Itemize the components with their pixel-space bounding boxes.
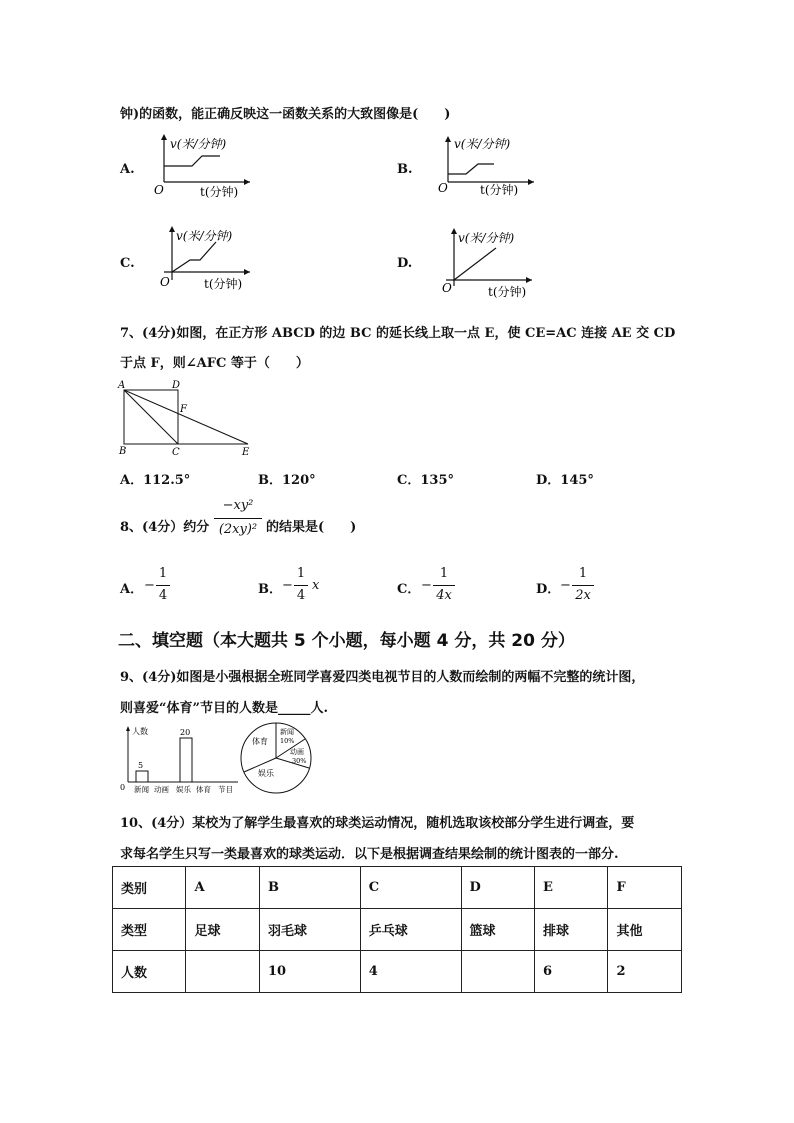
pie-label-xinwen: 新闻 bbox=[280, 728, 294, 736]
q7-option-c[interactable]: C．135° bbox=[397, 473, 454, 488]
ylabel: v(米/分钟) bbox=[454, 137, 511, 151]
q10-line2: 求每名学生只写一类最喜欢的球类运动．以下是根据调查结果绘制的统计图表的一部分. bbox=[120, 847, 619, 862]
label-d: D bbox=[172, 380, 181, 391]
q7-option-d[interactable]: D．145° bbox=[536, 473, 594, 488]
segment-ae bbox=[124, 390, 248, 444]
table-cell: E bbox=[534, 867, 607, 909]
label-f: F bbox=[180, 404, 187, 415]
q8-option-bar bbox=[156, 585, 170, 586]
q8-option-a[interactable] bbox=[120, 566, 220, 606]
q8-option-den: 4x bbox=[436, 588, 452, 603]
graph-line bbox=[448, 164, 494, 174]
q8-option-sign: − bbox=[144, 578, 155, 593]
graph-line bbox=[164, 156, 220, 166]
ylabel: 人数 bbox=[132, 727, 148, 736]
q8-option-letter: B． bbox=[258, 582, 282, 597]
table-cell: 2 bbox=[608, 951, 682, 993]
q8-option-b[interactable] bbox=[258, 566, 358, 606]
q8-option-sign: − bbox=[282, 578, 293, 593]
q8-option-tail: x bbox=[312, 578, 320, 593]
origin: O bbox=[160, 275, 170, 289]
q7-option-b[interactable]: B．120° bbox=[258, 473, 316, 488]
q7-line2: 于点 F，则∠AFC 等于（ ） bbox=[120, 356, 309, 371]
y-axis-arrow bbox=[169, 226, 175, 232]
y-axis-arrow bbox=[445, 136, 451, 142]
tick-jiemu: 节目 bbox=[218, 785, 233, 794]
table-cell: 人数 bbox=[113, 951, 186, 993]
xlabel: t(分钟) bbox=[480, 183, 519, 197]
q8-option-sign: − bbox=[421, 578, 432, 593]
q8-option-letter: C． bbox=[397, 582, 421, 597]
label-b: B bbox=[119, 446, 127, 457]
q8-option-den: 4 bbox=[296, 588, 306, 603]
tick-xinwen: 新闻 bbox=[134, 785, 149, 794]
y-axis-arrow bbox=[126, 726, 130, 731]
q7-line1: 7、(4分)如图，在正方形 ABCD 的边 BC 的延长线上取一点 E，使 CE=AC 连接 AE 交 CD bbox=[120, 326, 676, 341]
table-cell: 10 bbox=[259, 951, 360, 993]
q8-option-letter: D． bbox=[536, 582, 561, 597]
q8-option-bar bbox=[572, 585, 594, 586]
q6-option-b-letter[interactable]: B. bbox=[397, 162, 413, 177]
q9-pie-chart bbox=[236, 720, 316, 796]
q9-line1: 9、(4分)如图是小强根据全班同学喜爱四类电视节目的人数而绘制的两幅不完整的统计图， bbox=[120, 670, 645, 685]
q8-suffix: 的结果是( ) bbox=[266, 520, 357, 535]
x-axis-arrow bbox=[244, 179, 250, 185]
q7-figure bbox=[116, 378, 256, 458]
y-axis-arrow bbox=[451, 228, 457, 234]
q8-option-d[interactable] bbox=[536, 566, 636, 606]
q8-option-num: 1 bbox=[158, 566, 168, 581]
q6-stem-tail: 钟)的函数，能正确反映这一函数关系的大致图像是( ) bbox=[120, 107, 451, 122]
bar-value-xinwen: 5 bbox=[138, 761, 144, 770]
section2-title: 二、填空题（本大题共 5 个小题，每小题 4 分，共 20 分） bbox=[118, 631, 575, 651]
origin: O bbox=[438, 181, 448, 195]
q8-option-bar bbox=[433, 585, 455, 586]
pie-label-donghua: 动画 bbox=[290, 748, 304, 756]
bar-value-yule: 20 bbox=[180, 728, 191, 737]
table-cell: A bbox=[186, 867, 259, 909]
q8-option-num: 1 bbox=[578, 566, 588, 581]
table-cell: F bbox=[608, 867, 682, 909]
label-a: A bbox=[118, 380, 126, 391]
table-cell: 篮球 bbox=[461, 909, 534, 951]
q9-line2: 则喜爱“体育”节目的人数是_____人. bbox=[120, 701, 328, 716]
x-axis-arrow bbox=[526, 277, 532, 283]
x-axis-arrow bbox=[244, 269, 250, 275]
table-row bbox=[113, 909, 682, 951]
table-cell: D bbox=[461, 867, 534, 909]
q8-option-sign: − bbox=[560, 578, 571, 593]
q6-option-c-letter[interactable]: C. bbox=[120, 256, 135, 271]
bar-yule bbox=[180, 738, 192, 782]
q8-option-den: 2x bbox=[575, 588, 591, 603]
q6-graph-b bbox=[436, 132, 536, 202]
table-cell: C bbox=[360, 867, 461, 909]
q6-option-d-letter[interactable]: D. bbox=[397, 256, 413, 271]
table-cell bbox=[461, 951, 534, 993]
q8-fraction-bar bbox=[214, 518, 262, 519]
x-axis-arrow bbox=[528, 179, 534, 185]
pie-label-donghua-pct: 30% bbox=[292, 757, 307, 765]
table-cell: 类别 bbox=[113, 867, 186, 909]
diagonal-ac bbox=[124, 390, 178, 444]
graph-line bbox=[172, 242, 216, 272]
table-cell bbox=[186, 951, 259, 993]
label-e: E bbox=[242, 447, 250, 458]
q6-graph-a bbox=[152, 130, 252, 200]
q8-option-den: 4 bbox=[158, 588, 168, 603]
ylabel: v(米/分钟) bbox=[176, 229, 233, 243]
q8-option-num: 1 bbox=[296, 566, 306, 581]
table-cell: B bbox=[259, 867, 360, 909]
table-row bbox=[113, 951, 682, 993]
q7-option-a[interactable]: A．112.5° bbox=[120, 473, 191, 488]
q8-option-c[interactable] bbox=[397, 566, 497, 606]
table-cell: 其他 bbox=[608, 909, 682, 951]
q8-denominator: (2xy)² bbox=[218, 522, 258, 537]
q9-bar-chart bbox=[114, 722, 244, 794]
xlabel: t(分钟) bbox=[200, 185, 239, 199]
table-cell: 6 bbox=[534, 951, 607, 993]
tick-tiyu: 体育 bbox=[196, 785, 211, 794]
pie-label-tiyu: 体育 bbox=[252, 737, 268, 746]
q10-table bbox=[112, 866, 682, 993]
tick-yule: 娱乐 bbox=[176, 785, 191, 794]
graph-line bbox=[454, 248, 496, 280]
bar-xinwen bbox=[136, 771, 148, 782]
xlabel: t(分钟) bbox=[204, 277, 243, 291]
y-axis-arrow bbox=[161, 134, 167, 140]
origin: O bbox=[442, 281, 452, 295]
q8-option-bar bbox=[294, 585, 308, 586]
ylabel: v(米/分钟) bbox=[170, 137, 227, 151]
ylabel: v(米/分钟) bbox=[458, 231, 515, 245]
table-row bbox=[113, 867, 682, 909]
q6-option-a-letter[interactable]: A. bbox=[120, 162, 135, 177]
table-cell: 类型 bbox=[113, 909, 186, 951]
table-cell: 排球 bbox=[534, 909, 607, 951]
pie-label-xinwen-pct: 10% bbox=[280, 737, 295, 745]
zero-label: 0 bbox=[120, 783, 126, 792]
q8-numerator: −xy² bbox=[222, 498, 254, 513]
table-cell: 足球 bbox=[186, 909, 259, 951]
table-cell: 乒乓球 bbox=[360, 909, 461, 951]
label-c: C bbox=[172, 447, 180, 458]
q8-option-letter: A． bbox=[120, 582, 144, 597]
q6-graph-d bbox=[436, 226, 536, 302]
table-cell: 羽毛球 bbox=[259, 909, 360, 951]
table-cell: 4 bbox=[360, 951, 461, 993]
tick-donghua: 动画 bbox=[154, 785, 169, 794]
pie-label-yule: 娱乐 bbox=[258, 769, 274, 778]
xlabel: t(分钟) bbox=[488, 285, 527, 299]
q8-prefix: 8、(4分）约分 bbox=[120, 520, 210, 535]
q10-line1: 10、(4分）某校为了解学生最喜欢的球类运动情况，随机选取该校部分学生进行调查，要 bbox=[120, 816, 635, 831]
q8-option-num: 1 bbox=[439, 566, 449, 581]
q6-graph-c bbox=[152, 224, 252, 296]
origin: O bbox=[154, 183, 164, 197]
